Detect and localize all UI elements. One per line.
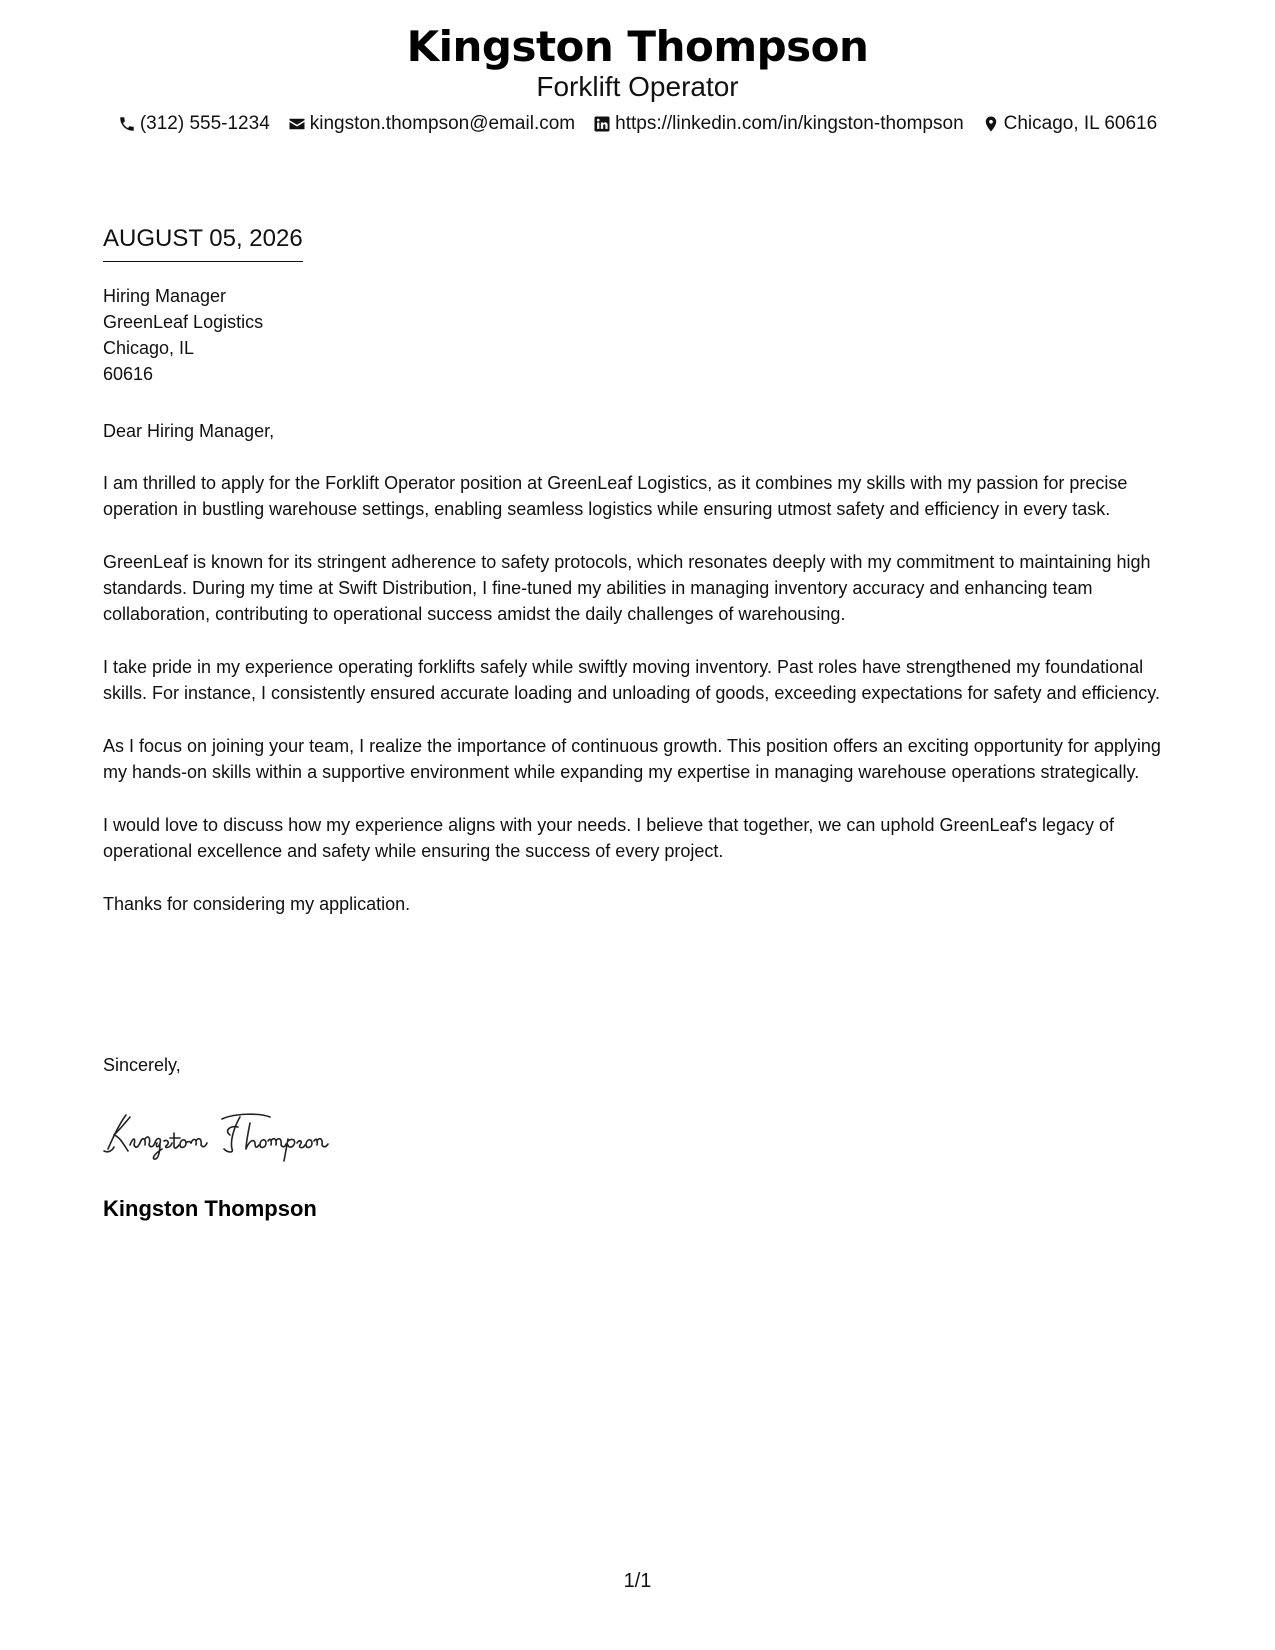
recipient-line: 60616 bbox=[103, 364, 154, 384]
applicant-name: Kingston Thompson bbox=[406, 22, 869, 71]
body-paragraph: I take pride in my experience operating forklifts safely while swiftly moving inventory. Past roles have strengthened my foundational skills. For instance, I consistently ensured accurate loading and unloading of goods, exceeding expectations for safety and efficiency. bbox=[103, 657, 1160, 703]
letter-date: AUGUST 05, 2026 bbox=[103, 223, 303, 262]
linkedin-text[interactable]: https://linkedin.com/in/kingston-thompson bbox=[615, 113, 964, 134]
contact-phone bbox=[118, 112, 270, 136]
body-paragraph: I would love to discuss how my experience aligns with your needs. I believe that together, we can uphold GreenLeaf's legacy of operational excellence and safety while ensuring the success of every project. bbox=[103, 815, 1115, 861]
envelope-icon bbox=[288, 115, 306, 133]
phone-text: (312) 555-1234 bbox=[139, 113, 270, 134]
body-paragraph: Thanks for considering my application. bbox=[103, 894, 411, 914]
map-pin-icon bbox=[982, 115, 1000, 133]
body-paragraph: I am thrilled to apply for the Forklift Operator position at GreenLeaf Logistics, as it combines my skills with my passion for precise operation in bustling warehouse settings, enabling seamless logistics while ensuring utmost safety and efficiency in every task. bbox=[103, 473, 1128, 519]
email-text[interactable]: kingston.thompson@email.com bbox=[309, 113, 576, 134]
handwritten-signature bbox=[100, 1105, 365, 1165]
closing: Sincerely, bbox=[103, 1055, 181, 1075]
recipient-line: Hiring Manager bbox=[103, 286, 227, 306]
recipient-line: Chicago, IL bbox=[103, 338, 195, 358]
salutation: Dear Hiring Manager, bbox=[103, 421, 275, 441]
signer-name: Kingston Thompson bbox=[103, 1196, 317, 1221]
job-title: Forklift Operator bbox=[536, 71, 739, 102]
contact-location bbox=[982, 112, 1158, 136]
letter-header bbox=[0, 22, 1275, 136]
contact-email[interactable] bbox=[288, 112, 575, 136]
location-text: Chicago, IL 60616 bbox=[1003, 113, 1158, 134]
letter-body bbox=[103, 470, 1173, 944]
phone-icon bbox=[118, 115, 136, 133]
body-paragraph: As I focus on joining your team, I realize the importance of continuous growth. This position offers an exciting opportunity for applying my hands-on skills within a supportive environment while expanding my expertise in managing warehouse operations strategically. bbox=[103, 736, 1161, 782]
contact-linkedin[interactable] bbox=[593, 112, 964, 136]
page-number: 1/1 bbox=[623, 1570, 652, 1592]
contact-bar bbox=[0, 112, 1275, 136]
recipient-line: GreenLeaf Logistics bbox=[103, 312, 264, 332]
body-paragraph: GreenLeaf is known for its stringent adherence to safety protocols, which resonates deeply with my commitment to maintaining high standards. During my time at Swift Distribution, I fine-tuned my abilities in managing inventory accuracy and enhancing team collaboration, contributing to operational success amidst the daily challenges of warehousing. bbox=[103, 552, 1151, 624]
signature-drawing bbox=[100, 1105, 365, 1165]
linkedin-icon bbox=[593, 115, 611, 133]
recipient-address bbox=[103, 283, 263, 387]
